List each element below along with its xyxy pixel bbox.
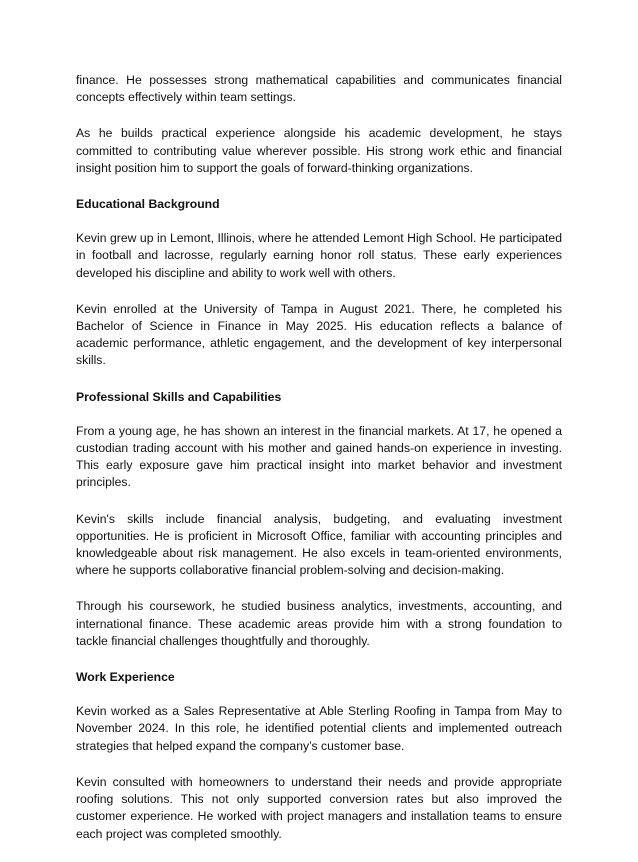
document-body [76,72,562,862]
paragraph-coursework: Through his coursework, he studied business analytics, investments, accounting, and international finance. These academic areas provide him with a strong foundation to tackle financial challenges thoughtfully and thoroughly. [76,599,562,648]
heading-educational-background: Educational Background [76,197,220,212]
paragraph-financial-markets-interest: From a young age, he has shown an interest in the financial markets. At 17, he opened a custodian trading account with his mother and gained hands-on experience in investing. This early exposure gave him practical insight into market behavior and investment principles. [76,423,562,490]
paragraph-skills-list: Kevin's skills include financial analysis, budgeting, and evaluating investment opportunities. He is proficient in Microsoft Office, familiar with accounting principles and knowledgeable about risk management. He also excels in team-oriented environments, where he supports collaborative financial problem-solving and decision-making. [76,511,562,578]
paragraph-finance-intro: finance. He possesses strong mathematical capabilities and communicates financial concepts effectively within team settings. [76,73,562,105]
paragraph-practical-experience: As he builds practical experience alongside his academic development, he stays committed to contributing value wherever possible. His strong work ethic and financial insight position him to support the goals of forward-thinking organizations. [76,126,562,175]
paragraph-sales-representative: Kevin worked as a Sales Representative at Able Sterling Roofing in Tampa from May to November 2024. In this role, he identified potential clients and implemented outreach strategies that helped expand the company’s customer base. [76,704,562,753]
heading-work-experience: Work Experience [76,670,175,685]
paragraph-university-tampa: Kevin enrolled at the University of Tampa in August 2021. There, he completed his Bachelor of Science in Finance in May 2025. His education reflects a balance of academic performance, athletic engagement, and the development of key interpersonal skills. [76,301,562,368]
paragraph-lemont-upbringing: Kevin grew up in Lemont, Illinois, where he attended Lemont High School. He participated in football and lacrosse, regularly earning honor roll status. These early experiences developed his discipline and ability to work well with others. [76,231,562,280]
paragraph-homeowner-consulting: Kevin consulted with homeowners to understand their needs and provide appropriate roofing solutions. This not only supported conversion rates but also improved the customer experience. He worked with project managers and installation teams to ensure each project was completed smoothly. [76,774,562,841]
heading-professional-skills: Professional Skills and Capabilities [76,389,282,404]
